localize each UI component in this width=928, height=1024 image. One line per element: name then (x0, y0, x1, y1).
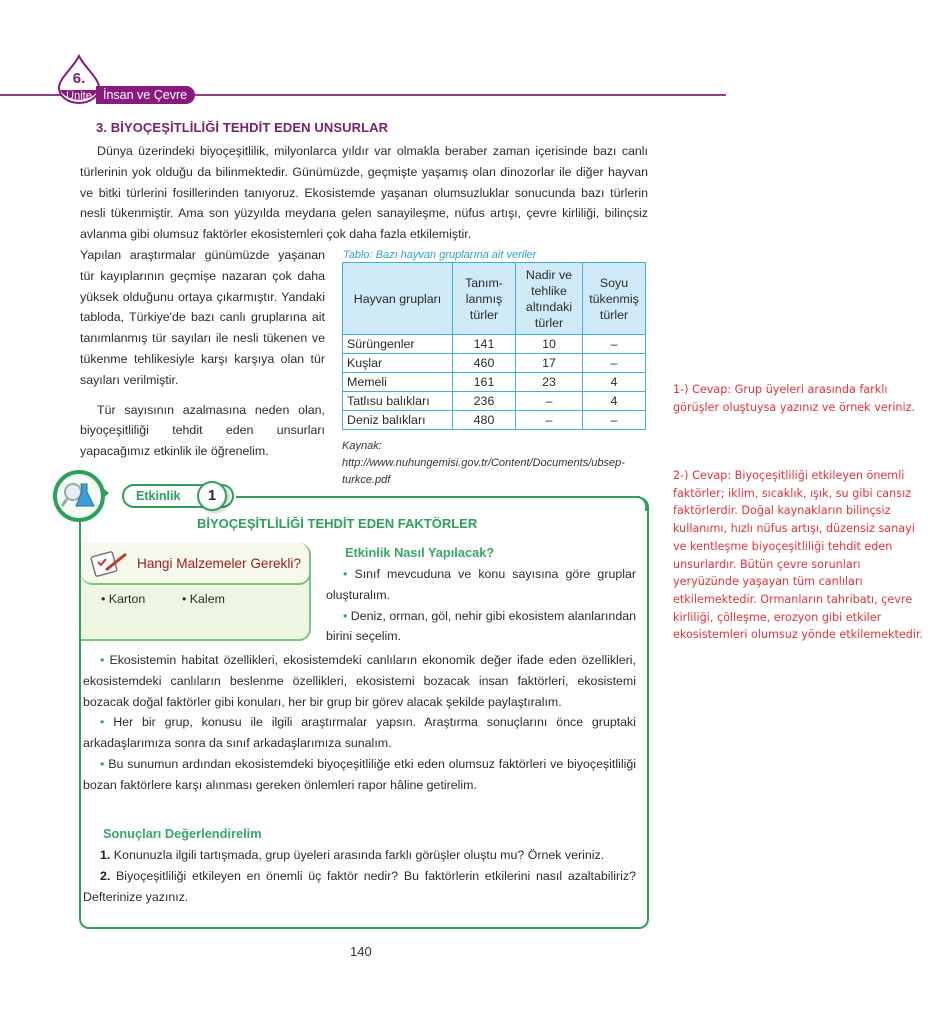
animal-groups-table (342, 262, 646, 430)
how-title: Etkinlik Nasıl Yapılacak? (345, 545, 495, 560)
left-paragraph-2: Tür sayısının azalmasına neden olan, biyoçeşitliliği tehdit eden unsurları yapacağımız etkinlik ile öğrenelim. (80, 402, 325, 459)
activity-number: 1 (197, 481, 227, 511)
table-header: Tanım-lanmış türler (453, 263, 516, 335)
activity-title: BİYOÇEŞİTLİLİĞİ TEHDİT EDEN FAKTÖRLER (197, 516, 478, 531)
intro-paragraph: Dünya üzerindeki biyoçeşitlilik, milyonlarca yıldır var olmakla beraber zaman içerisinde bazı canlı türlerinin yok olduğu da bilinmektedir. Günümüzde, geçmişte yaşamış olan dinozorlar ile diğer hayvan ve bitki türlerini fosillerinden tanıyoruz. Ekosistemde yaşanan olumsuzluklar sonucunda bazı türlerin nesli tükenmiştir. Ama son yüzyılda meydana gelen sanayileşme, nüfus artışı, çevre kirliliği, bilinçsiz avlanma gibi olumsuz faktörler ekosistemleri çok daha fazla etkilemiştir. (80, 144, 648, 242)
table-row (343, 335, 646, 354)
unit-title: İnsan ve Çevre (96, 86, 195, 104)
table-cell: Deniz balıkları (343, 411, 453, 430)
table-cell: – (583, 335, 646, 354)
table-cell: 4 (583, 392, 646, 411)
table-cell: 460 (453, 354, 516, 373)
answer-2: 2-) Cevap: Biyoçeşitliliği etkileyen önemli faktörler; iklim, sıcaklık, ışık, su gibi cansız faktörlerdir. Doğal kaynakların bilinçsiz kullanımı, hızlı nüfus artışı, düzensiz sanayi ve kentleşme biyoçeşitliliği tehdit eden unsurlardır. Bütün çevre sorunları yeryüzünde yaşayan tüm canlıları etkilemektedir. Ormanların tahribatı, çevre kirliliği, çölleşme, erozyon gibi etkiler ekosistemleri olumsuz yönde etkilemektedir. (673, 469, 924, 642)
table-cell: 4 (583, 373, 646, 392)
activity-steps (83, 650, 636, 796)
evaluation-question: 1. Konunuzla ilgili tartışmada, grup üyeleri arasında farklı görüşler oluştu mu? Örnek veriniz. (100, 848, 605, 862)
evaluation-title: Sonuçları Değerlendirelim (103, 826, 262, 841)
evaluation-question: 2. Biyoçeşitliliği etkileyen en önemli üç faktör nedir? Bu faktörlerin etkilerini nasıl azaltabiliriz? Defterinize yazınız. (83, 868, 636, 904)
table-cell: – (516, 392, 583, 411)
table-caption: Tablo: Bazı hayvan gruplarına ait veriler (343, 249, 537, 261)
how-steps (326, 564, 636, 647)
left-paragraph-1: Yapılan araştırmalar günümüzde yaşanan tür kayıplarının geçmişe nazaran çok daha yüksek olduğunu ortaya çıkarmıştır. Yandaki tabloda, Türkiye'de bazı canlı gruplarına ait tanımlanmış tür sayıları ile nesli tükenen ve tükenme tehlikesiyle karşı karşıya olan tür sayıları verilmiştir. (80, 248, 325, 387)
activity-label: Etkinlik (122, 484, 234, 508)
table-header: Soyu tükenmiş türler (583, 263, 646, 335)
table-row (343, 411, 646, 430)
unit-number: 6. (72, 70, 86, 87)
table-header: Hayvan grupları (343, 263, 453, 335)
materials-title: Hangi Malzemeler Gerekli? (137, 556, 301, 571)
table-cell: Kuşlar (343, 354, 453, 373)
answer-1: 1-) Cevap: Grup üyeleri arasında farklı görüşler oluştuysa yazınız ve örnek veriniz. (673, 383, 916, 414)
evaluation-questions (83, 845, 636, 907)
activity-top-rule (236, 496, 640, 498)
table-header: Nadir ve tehlike altındaki türler (516, 263, 583, 335)
table-row (343, 354, 646, 373)
unit-label: Ünite (66, 90, 92, 102)
page-number: 140 (350, 944, 372, 959)
table-header-row (343, 263, 646, 335)
table-cell: 23 (516, 373, 583, 392)
how-step: • Deniz, orman, göl, nehir gibi ekosistem alanlarından birini seçelim. (326, 608, 636, 644)
how-step: • Sınıf mevcuduna ve konu sayısına göre gruplar oluşturalım. (326, 567, 636, 602)
flask-magnifier-icon (53, 470, 105, 522)
bullet-icon: • (100, 756, 109, 771)
bullet-icon: • (100, 653, 110, 667)
checklist-pencil-icon (90, 548, 130, 578)
table-row (343, 373, 646, 392)
bullet-icon: • (343, 567, 355, 581)
table-cell: 141 (453, 335, 516, 354)
activity-step: • Bu sunumun ardından ekosistemdeki biyoçeşitliliğe etki eden olumsuz faktörleri ve biyoçeşitliliği bozan faktörlere karşı alınması gereken önlemleri rapor hâline getirelim. (83, 756, 636, 792)
table-cell: – (516, 411, 583, 430)
activity-step: • Ekosistemin habitat özellikleri, ekosistemdeki canlıların ekonomik değer ifade eden özellikleri, ekosistemdeki canlıların beslenme özellikleri, ekosistemi bozacak insan faktörleri, ekosistemi bozacak doğal faktörler gibi konuları, her bir grup bir görev alacak şekilde paylaştıralım. (83, 653, 636, 709)
table-cell: 10 (516, 335, 583, 354)
table-cell: 480 (453, 411, 516, 430)
section-title: 3. BİYOÇEŞİTLİLİĞİ TEHDİT EDEN UNSURLAR (96, 120, 389, 135)
table-cell: Memeli (343, 373, 453, 392)
table-source: Kaynak: http://www.nuhungemisi.gov.tr/Content/Documents/ubsep-turkce.pdf (342, 440, 625, 486)
table-cell: – (583, 411, 646, 430)
activity-step: • Her bir grup, konusu ile ilgili araştırmalar yapsın. Araştırma sonuçlarını önce gruptaki arkadaşlarımıza sonra da sınıf arkadaşlarımıza sunalım. (83, 715, 637, 751)
table-cell: 161 (453, 373, 516, 392)
bullet-icon: • (343, 608, 351, 623)
table-cell: 17 (516, 354, 583, 373)
material-item: • Kalem (182, 592, 225, 606)
left-column-text (80, 245, 325, 462)
table-cell: – (583, 354, 646, 373)
table-cell: 236 (453, 392, 516, 411)
bullet-icon: • (100, 715, 114, 730)
table-cell: Sürüngenler (343, 335, 453, 354)
table-cell: Tatlısu balıkları (343, 392, 453, 411)
material-item: • Karton (101, 592, 146, 606)
table-row (343, 392, 646, 411)
